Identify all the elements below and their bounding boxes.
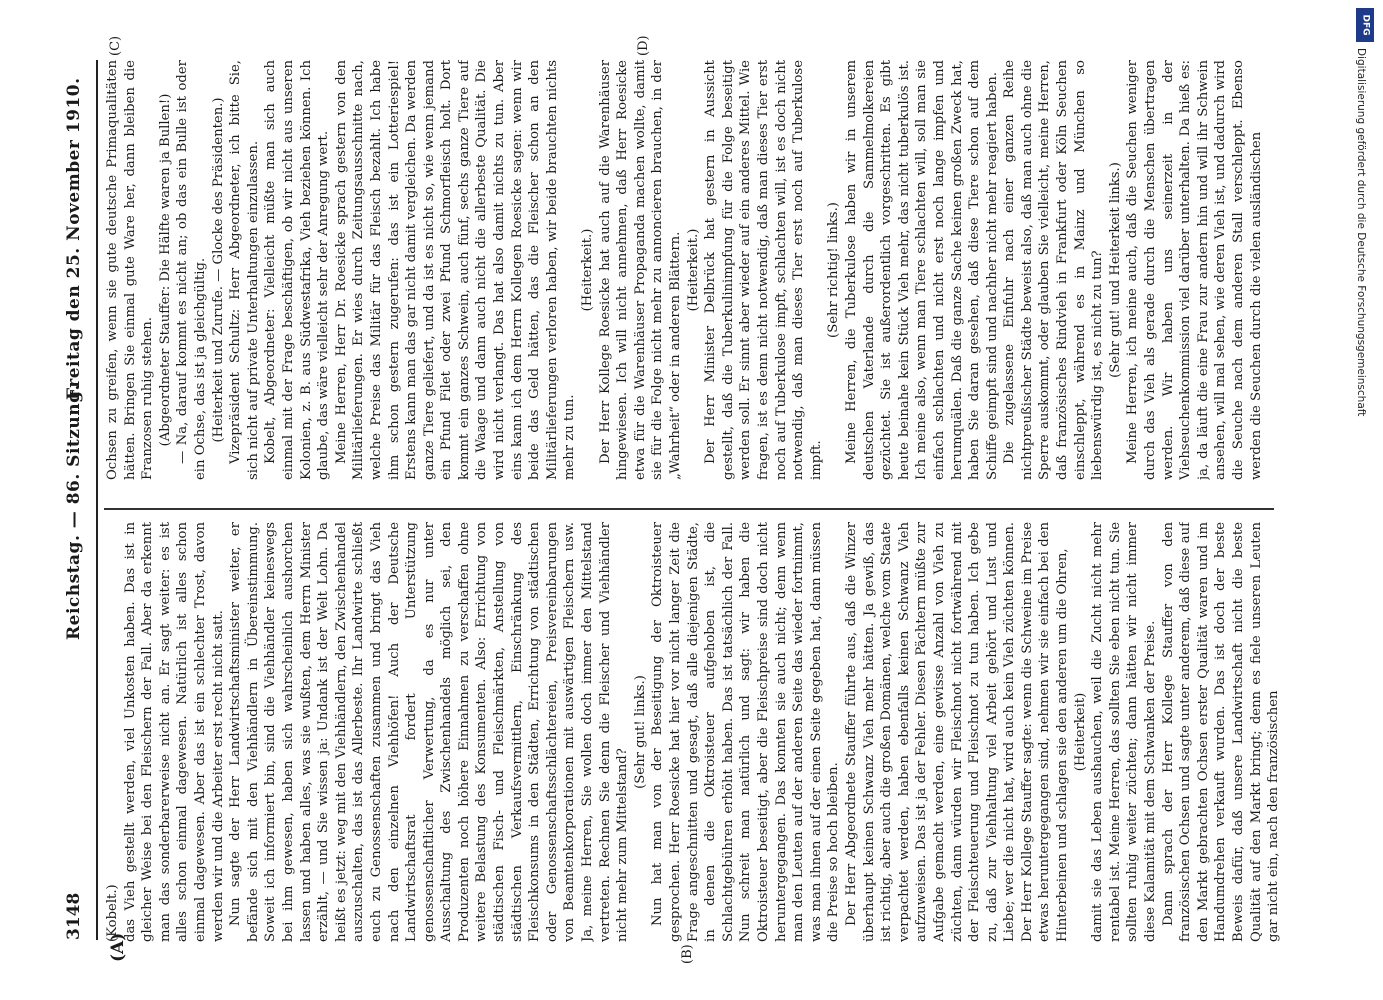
paragraph: Nun sagte der Herr Landwirtschaftsminister weiter, er befände sich mit den Viehhändlern in Übereinstimmung. Soweit ich informiert bin, sind die Viehhändler keineswegs bei ihm gewesen, haben sich wahrscheinlich aushorchen lassen und haben alles, was sie wußten, dem Herrn Minister erzählt, — und Sie wissen ja: Undank ist der Welt Lohn. Da heißt es jetzt: weg mit den Viehhändlern, den Zwischenhandel auszuschalten, das ist das Allerbeste. Ihr Landwirte schließt euch zu Genossenschaften zusammen und bringt das Vieh nach den einzelnen Viehhöfen! Auch der Deutsche Landwirtschaftsrat fordert Unterstützung genossenschaftlicher Verwertung, da es nur unter Ausschaltung des Zwischenhandels möglich sei, den Produzenten noch höhere Einnahmen zu verschaffen ohne weitere Belastung des Konsumenten. Also: Errichtung von städtischen Fisch- und Fleischmärkten, Anstellung von städtischen Verkaufsvermittlern, Einschränkung des Fleischkonsums in den Städten, Errichtung von städtischen oder Genossenschaftsschlächtereien, Preisvereinbarungen von Beamtenkorporationen mit auswärtigen Fleischern usw. Ja, meine Herren, Sie wollen doch immer den Mittelstand vertreten. Rechnen Sie denn die Fleischer und Viehhändler nicht mehr zum Mittelstand? [228, 522, 631, 942]
paragraph: Dann sprach der Herr Kollege Stauffer von den französischen Ochsen und sagte unter anderem, daß diese auf den Markt gebrachten Ochsen erster Qualität waren und im Handumdrehen verkauft wurden. Das ist doch der beste Beweis dafür, daß unsere Landwirtschaft nicht die beste Qualität auf den Markt bringt; denn es fiele unseren Leuten gar nicht ein, nach den französischen [1160, 522, 1282, 942]
dfg-logo: DFG [1356, 8, 1374, 42]
session-date: Freitag den 25. November 1910. [64, 77, 84, 400]
paragraph: Der Herr Abgeordnete Stauffer führte aus, daß die Winzer überhaupt keinen Schwanz Vieh mehr hätten. Ja gewiß, das ist richtig, aber auch die großen Domänen, welche vom Staate verpachtet werden, haben ebenfalls keinen Schwanz Vieh aufzuweisen. Das ist ja der Fehler. Diesen Pächtern müßte zur Aufgabe gemacht werden, eine gewisse Anzahl von Vieh zu züchten, dann würden wir Fleischnot nicht fortwährend mit der Fleischteuerung und Fleischnot zu tun haben. Ich gebe zu, daß zur Viehhaltung viel Arbeit gehört und Lust und Liebe; wer die nicht hat, wird auch kein Vieh züchten können. Der Herr Kollege Stauffer sagte: wenn die Schweine im Preise etwas heruntergegangen sind, nehmen wir sie einfach bei den Hinterbeinen und schlagen sie den anderen um die Ohren, [843, 522, 1071, 942]
paragraph: Der Herr Kollege Roesicke hat auch auf die Warenhäuser hingewiesen. Ich will nicht annehmen, daß Herr Roesicke etwa für die Warenhäuser Propaganda machen wollte, damit sie für die Folge nicht mehr zu annoncieren brauchen, in der „Wahrheit“ oder in anderen Blättern. [597, 60, 683, 480]
paragraph: Der Herr Minister Delbrück hat gestern in Aussicht gestellt, daß die Tuberkulinimpfung für die Folge beseitigt werden soll. Er sinnt aber wieder auf ein anderes Mittel. Wie fragen, ist es denn nicht notwendig, daß man dieses Tier erst noch auf Tuberkulose impft, schlachten will, ist es doch nicht notwendig, daß man dieses Tier erst noch auf Tuberkulose impft. [703, 60, 824, 480]
interjection: (Sehr richtig! links.) [826, 202, 842, 338]
margin-mark-a: (A) [108, 932, 128, 962]
paragraph: Die zugelassene Einfuhr nach einer ganzen Reihe nichtpreußischer Städte beweist also, daß man auch ohne die Sperre auskommt, oder glauben Sie vielleicht, meine Herren, daß französisches Rindvieh in Frankfurt oder Köln Seuchen einschleppt, während es in Mainz und München so liebenswürdig ist, es nicht zu tun? [1002, 60, 1106, 480]
paragraph: Meine Herren, ich meine auch, daß die Seuchen weniger durch das Vieh als gerade durch die Menschen übertragen werden. Wir haben uns seinerzeit in der Viehseuchenkommission viel darüber unterhalten. Da hieß es: ja, da läuft die eine Frau zur andern hin und will ihr Schwein ansehen, will mal sehen, wie deren Vieh ist, und dadurch wird die Seuche nach dem anderen Stall verschleppt. Ebenso werden die Seuchen durch die vielen ausländischen [1125, 60, 1264, 480]
paragraph: Meine Herren, die Tuberkulose haben wir in unserem deutschen Vaterlande durch die Sammelmolkereien gezüchtet. Sie ist außerordentlich vorgeschritten. Es gibt heute beinahe kein Stück Vieh mehr, das nicht tuberkulös ist. Ich meine also, wenn man Tiere schlachten will, soll man sie einfach schlachten und nicht erst noch lange impfen und herumquälen. Daß die ganze Sache keinen großen Zweck hat, haben Sie daran gesehen, daß diese Tiere schon auf dem Schiffe geimpft sind und nachher nicht mehr reagiert haben. [843, 60, 1000, 480]
paragraph: Meine Herren, Herr Dr. Roesicke sprach gestern von den Militärlieferungen. Er wies durch Zeitungsausschnitte nach, welche Preise das Militär für das Fleisch bezahlt. Ich habe ihm schon gestern zugerufen: das ist ein Lotteriespiel! Erstens kann man das gar nicht damit vergleichen. Da werden ganze Tiere geliefert, und da ist es nicht so, wie wenn jemand ein Pfund Filet oder zwei Pfund Schmorfleisch holt. Dort kommt ein ganzes Schwein, auch fünf, sechs ganze Tiere auf die Waage und dann auch nicht die allerbeste Qualität. Die wird nicht verlangt. Das hat also damit nichts zu tun. Aber eins kann ich dem Herrn Kollegen Roesicke sagen: wenn wir beide das Geld hätten, das die Fleischer schon an den Militärlieferungen verloren haben, wir beide brauchten nichts mehr zu tun. [333, 60, 578, 480]
interjection: (Sehr gut! links.) [632, 675, 648, 789]
session-title: Reichstag. — 86. Sitzung. [64, 384, 84, 640]
paragraph: damit sie das Leben aushauchen, weil die Zucht nicht mehr rentabel ist. Meine Herren, das sollten Sie eben nicht tun. Sie sollten ruhig weiter züchten; dann hätten wir nicht immer diese Kalamität mit dem Schwanken der Preise. [1090, 522, 1159, 942]
interjection: (Heiterkeit und Zurufe. — Glocke des Präsidenten.) [210, 97, 226, 443]
interjection: (Heiterkeit.) [685, 228, 701, 312]
credit-text: Digitalisierung gefördert durch die Deutsche Forschungsgemeinschaft [1355, 48, 1367, 417]
speaker-tag: (Kobelt.) [105, 884, 120, 942]
margin-mark-d: (D) [636, 35, 651, 56]
page-header [60, 60, 90, 940]
page-number: 3148 [64, 892, 84, 940]
interjection: (Abgeordneter Stauffer: Die Hälfte waren ja Bullen!) [157, 93, 173, 447]
interjection: (Heiterkeit.) [580, 228, 596, 312]
right-column [104, 60, 1284, 480]
margin-mark-c: (C) [108, 35, 123, 56]
interjection: (Sehr gut! und Heiterkeit links.) [1107, 162, 1123, 378]
interjection: (Heiterkeit) [1072, 692, 1088, 772]
margin-mark-b: (B) [680, 944, 695, 964]
credit-strip [1353, 8, 1381, 998]
header-rule [96, 60, 98, 940]
paragraph: Kobelt, Abgeordneter: Vielleicht müßte man sich auch einmal mit der Frage beschäftigen, ob wir nicht aus unseren Kolonien, z. B. aus Südwestafrika, Vieh beziehen können. Ich glaube, das wäre vielleicht sehr der Anregung wert. [263, 60, 332, 480]
paragraph: Ochsen zu greifen, wenn sie gute deutsche Primaqualitäten hätten. Bringen Sie einmal gute Ware her, dann bleiben die Franzosen ruhig stehen. [105, 60, 156, 480]
paragraph: Nun hat man von der Beseitigung der Oktroisteuer gesprochen. Herr Roesicke hat hier vor nicht langer Zeit die Frage angeschnitten und gesagt, daß alle diejenigen Städte, in denen die Oktroisteuer aufgehoben ist, die Schlachtgebühren erhöht haben. Das ist tatsächlich der Fall. Nun schreit man natürlich und sagt: wir haben die Oktroisteuer beseitigt, aber die Fleischpreise sind doch nicht heruntergegangen. Das konnten sie auch nicht; denn wenn man den Leuten auf der anderen Seite das wieder fortnimmt, was man ihnen auf der einen Seite gegeben hat, dann müssen die Preise so hoch bleiben. [650, 522, 842, 942]
left-column [104, 522, 1284, 942]
column-divider [104, 508, 1274, 510]
paragraph: — Na, darauf kommt es nicht an; ob das ein Bulle ist oder ein Ochse, das ist ja gleichgültig. [175, 60, 208, 480]
paragraph: Vizepräsident Schultz: Herr Abgeordneter, ich bitte Sie, sich nicht auf private Unterhaltungen einzulassen. [228, 60, 261, 480]
paragraph: das Vieh gestellt werden, viel Unkosten haben. Das ist in gleicher Weise bei den Fleischern der Fall. Aber da erkennt man das sonderbarerweise nicht an. Er sagt weiter: es ist alles schon einmal dagewesen. Natürlich ist alles schon einmal dagewesen. Aber das ist ein schlechter Trost, davon werden wir und die Arbeiter erst recht nicht satt. [122, 522, 226, 942]
